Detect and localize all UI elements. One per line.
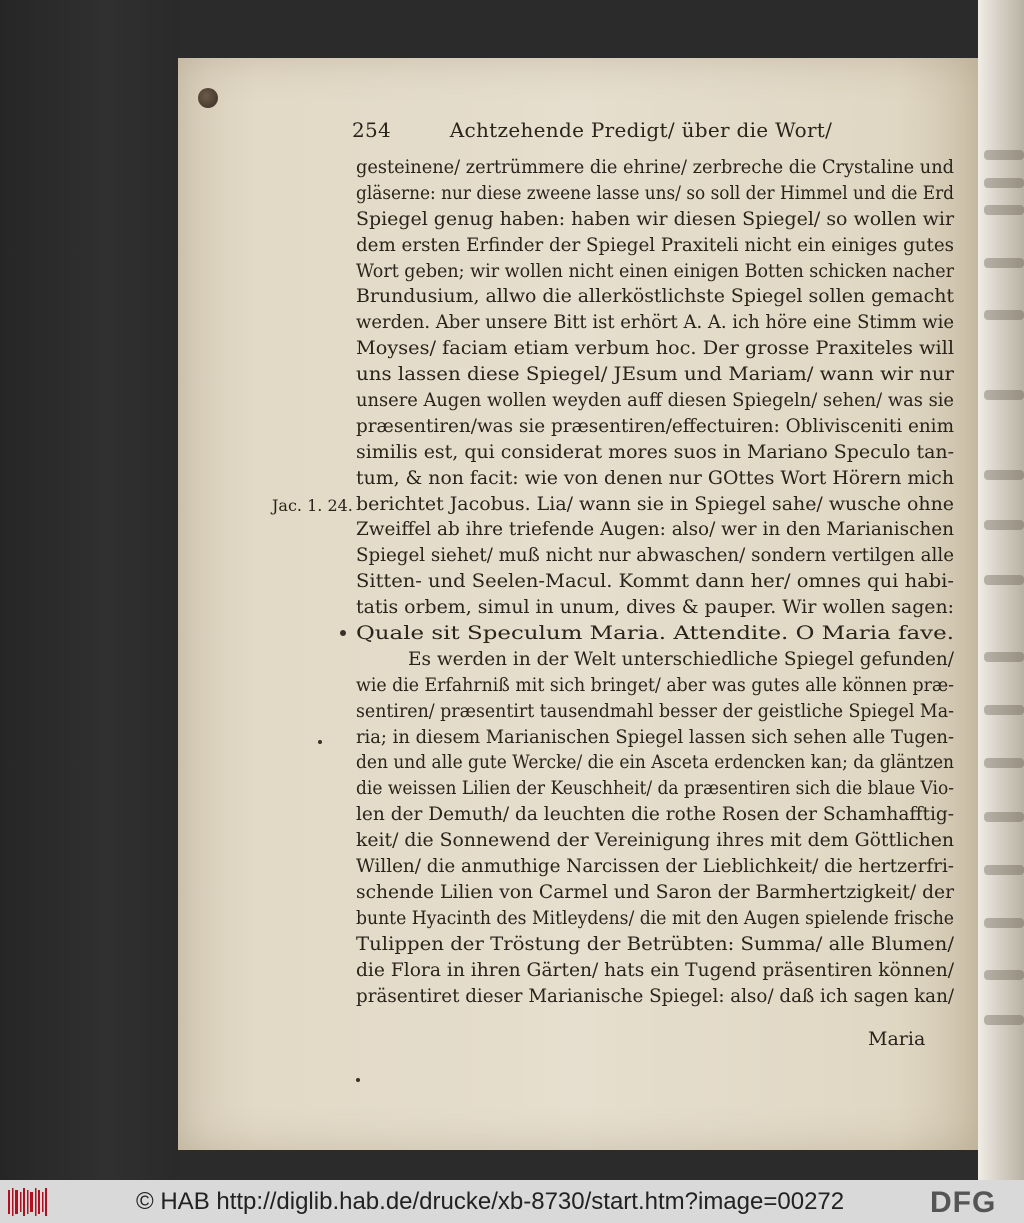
svg-text:DFG: DFG [930, 1186, 997, 1217]
text-line: gläserne: nur diese zweene lasse uns/ so soll der Himmel und die Erd [356, 181, 954, 204]
text-line: keit/ die Sonnewend der Vereinigung ihres mit dem Göttlichen [356, 829, 954, 852]
text-line: tatis orbem, simul in unum, dives & pauper. Wir wollen sagen: [356, 596, 954, 619]
text-line: bunte Hyacinth des Mitleydens/ die mit den Augen spielende frische [356, 906, 954, 929]
text-line: Zweiffel ab ihre triefende Augen: also/ wer in den Marianischen [356, 518, 954, 541]
text-line: len der Demuth/ da leuchten die rothe Rosen der Schamhafftig- [356, 803, 954, 826]
text-line: dem ersten Erfinder der Spiegel Praxiteli nicht ein einiges gutes [356, 233, 954, 256]
text-line: præsentiren/was sie præsentiren/effectuiren: Oblivisceniti enim [356, 414, 954, 437]
page-number: 254 [352, 118, 392, 142]
book-edge-left [0, 0, 178, 1180]
text-line: die weissen Lilien der Keuschheit/ da præsentiren sich die blaue Vio- [356, 777, 954, 800]
dfg-logo [928, 1185, 1016, 1217]
text-line: Quale sit Speculum Maria. Attendite. O Maria fave. [356, 622, 954, 645]
text-line: Spiegel siehet/ muß nicht nur abwaschen/ sondern vertilgen alle [356, 544, 954, 567]
text-line: Tulippen der Tröstung der Betrübten: Summa/ alle Blumen/ [356, 932, 954, 955]
text-line: unsere Augen wollen weyden auff diesen Spiegeln/ sehen/ was sie [356, 389, 954, 412]
text-line: uns lassen diese Spiegel/ JEsum und Mariam/ wann wir nur [356, 363, 954, 386]
margin-dot [356, 1078, 360, 1082]
text-line: schende Lilien von Carmel und Saron der Barmhertzigkeit/ der [356, 880, 954, 903]
text-line: gesteinene/ zertrümmere die ehrine/ zerbreche die Crystaline und [356, 156, 954, 178]
running-head [352, 118, 832, 144]
barcode-icon [8, 1188, 48, 1216]
text-line: Es werden in der Welt unterschiedliche Spiegel gefunden/ [408, 647, 954, 670]
text-line: Spiegel genug haben: haben wir diesen Spiegel/ so wollen wir [356, 207, 954, 230]
text-line: sentiren/ præsentirt tausendmahl besser der geistliche Spiegel Ma- [356, 699, 954, 722]
margin-note: Jac. 1. 24. [272, 496, 353, 515]
body-text [356, 155, 1024, 1009]
text-line: Brundusium, allwo die allerköstlichste Spiegel sollen gemacht [356, 285, 954, 308]
text-line: Willen/ die anmuthige Narcissen der Lieblichkeit/ die hertzerfri- [356, 855, 954, 878]
text-line: Wort geben; wir wollen nicht einen einigen Botten schicken nacher [356, 259, 954, 282]
text-line: wie die Erfahrniß mit sich bringet/ aber was gutes alle können præ- [356, 673, 954, 696]
running-title: Achtzehende Predigt/ über die Wort/ [449, 118, 833, 142]
text-line: die Flora in ihren Gärten/ hats ein Tugend präsentiren können/ [356, 958, 954, 981]
text-line: berichtet Jacobus. Lia/ wann sie in Spiegel sahe/ wusche ohne [356, 492, 954, 515]
footer-bar [0, 1180, 1024, 1223]
text-line: similis est, qui considerat mores suos in Mariano Speculo tan- [356, 440, 954, 463]
text-line: ria; in diesem Marianischen Spiegel lassen sich sehen alle Tugen- [356, 725, 954, 748]
attribution-link[interactable]: © HAB http://diglib.hab.de/drucke/xb-8730/start.htm?image=00272 [136, 1188, 845, 1215]
text-line: werden. Aber unsere Bitt ist erhört A. A. ich höre eine Stimm wie [356, 311, 954, 334]
paragraph-mark [340, 630, 346, 636]
text-line: tum, & non facit: wie von denen nur GOttes Wort Hörern mich [356, 466, 954, 489]
text-line: Sitten- und Seelen-Macul. Kommt dann her/ omnes qui habi- [356, 570, 954, 593]
binding-hole [198, 88, 218, 108]
margin-dot [318, 740, 322, 744]
text-line: Moyses/ faciam etiam verbum hoc. Der grosse Praxiteles will [356, 337, 955, 360]
text-line: präsentiret dieser Marianische Spiegel: also/ daß ich sagen kan/ [356, 984, 954, 1007]
text-line: den und alle gute Wercke/ die ein Asceta erdencken kan; da gläntzen [356, 751, 954, 774]
catchword: Maria [868, 1028, 926, 1050]
